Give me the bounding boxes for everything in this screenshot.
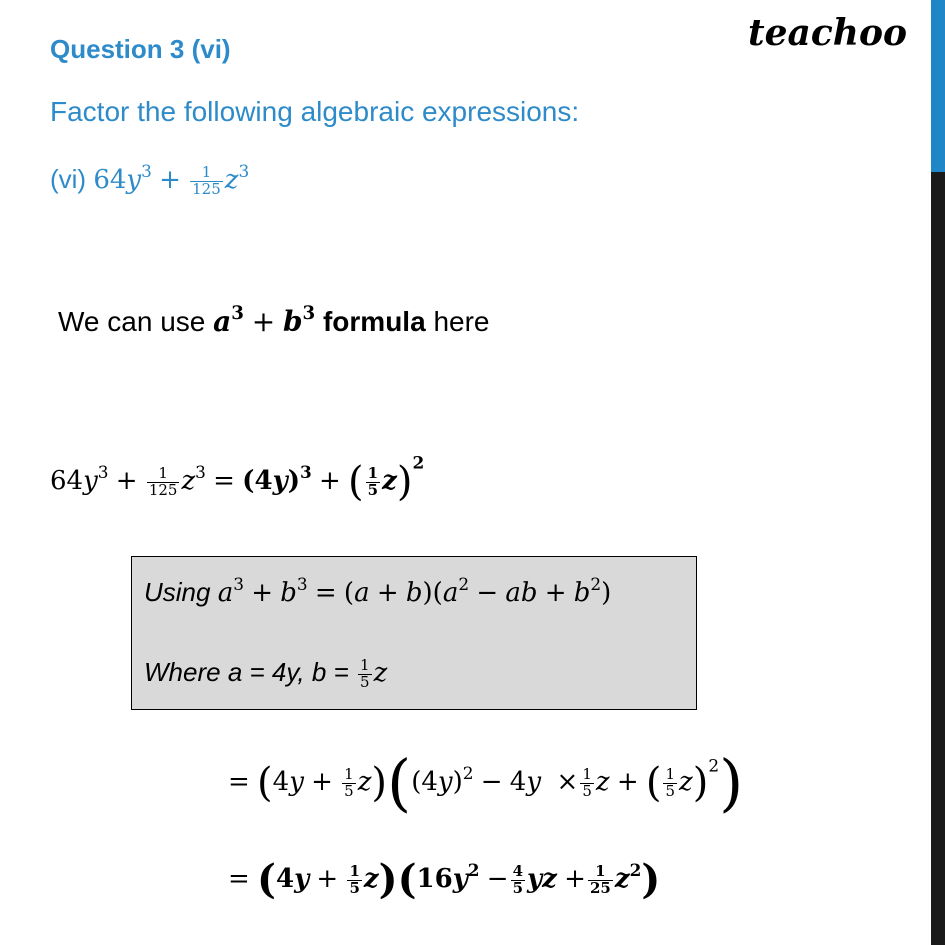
box-using-line: Using $a^3 + b^3 = (a + b)(a^2$ − ab + $b^2$) bbox=[144, 574, 612, 608]
box-where-line: Where a = 4y, b = $\frac{1}{5}$ z bbox=[144, 655, 388, 691]
instruction-text: Factor the following algebraic expressions: bbox=[50, 96, 580, 127]
teachoo-logo: teachoo bbox=[748, 12, 907, 54]
equation-step-2: = (4y + $\frac{1}{5}$ $z)((4y)^2 - 4y$ × $\frac{1}{5}$ z + ( $\frac{1}{5}$ z)$^2$) bbox=[228, 746, 744, 819]
formula-box bbox=[131, 556, 697, 710]
expression-line: (vi) $64y^3$ + $\frac{1}{125}$ $z^3$ bbox=[50, 161, 250, 198]
part-label: (vi) bbox=[50, 164, 87, 194]
intro-sentence: We can use $a^3 + b^3$ formula here bbox=[58, 303, 490, 338]
question-title: Question 3 (vi) bbox=[50, 34, 231, 64]
equation-step-3: = (4y + $\frac{1}{5}$ $z)(16y^2$ − $\frac{4}{5}$ yz + $\frac{1}{25}$ $z^2$) bbox=[228, 856, 661, 903]
equation-step-1: $64y^3$ + $\frac{1}{125}$ $z^3 = (4y)^3$ + ( $\frac{1}{5}$ z)$^2$ bbox=[50, 452, 425, 505]
scrollbar-thumb[interactable] bbox=[931, 0, 945, 172]
